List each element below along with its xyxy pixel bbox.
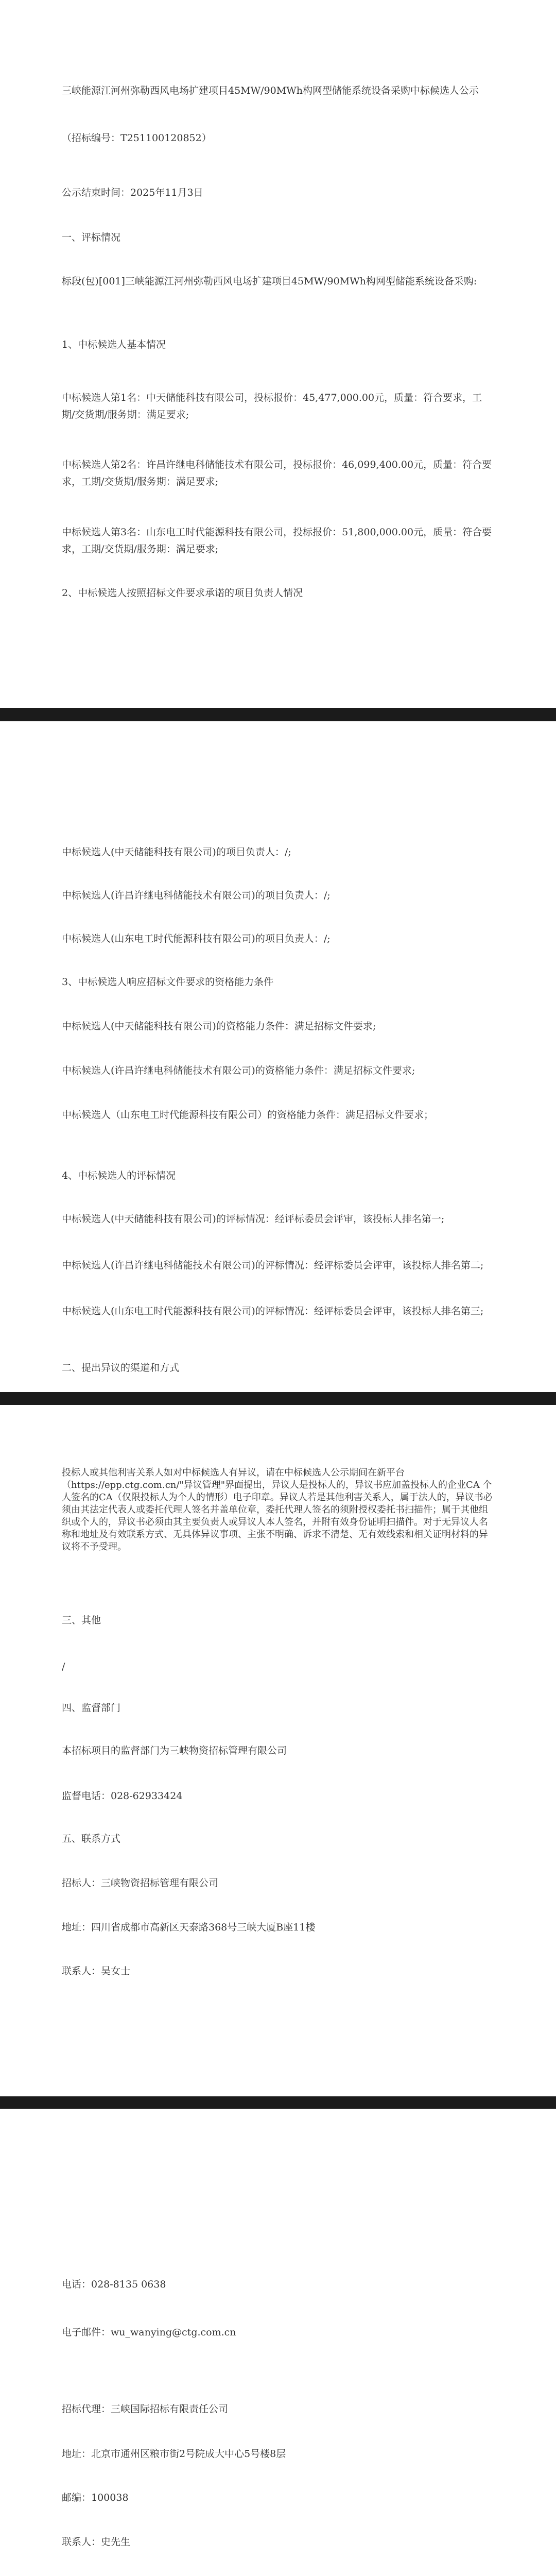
document-page-4	[0, 2109, 556, 2576]
objection-instructions: 投标人或其他利害关系人如对中标候选人有异议，请在中标候选人公示期间在新平台（https://epp.ctg.com.cn/"异议管理"界面提出，异议人是投标人的，异议书应加盖投标人的企业CA 个人签名的CA（仅限投标人为个人的情形）电子印章。异议人若是其他利害关系人，属于法人的，异议书必须由其法定代表人或委托代理人签名并盖单位章，委托代理人签名的须附授权委托书扫描件；属于其他组织或个人的，异议书必须由其主要负责人或异议人本人签名，并附有效身份证明扫描件。对于无异议人名称和地址及有效联系方式、无具体异议事项、主张不明确、诉求不清楚、无有效线索和相关证明材料的异议将不予受理。	[62, 1467, 493, 1552]
candidate-2-basic: 中标候选人第2名：许昌许继电科储能技术有限公司，投标报价：46,099,400.00元，质量：符合要求，工期/交货期/服务期：满足要求;	[62, 459, 492, 487]
subsection-heading-project-leader: 2、中标候选人按照招标文件要求承诺的项目负责人情况	[62, 587, 303, 599]
candidate-1-project-leader: 中标候选人(中天储能科技有限公司)的项目负责人：/;	[62, 846, 291, 858]
publicity-end-time: 公示结束时间：2025年11月3日	[62, 187, 203, 198]
tenderer-phone: 电话：028-8135 0638	[62, 2279, 166, 2290]
candidate-3-basic: 中标候选人第3名：山东电工时代能源科技有限公司，投标报价：51,800,000.00元，质量：符合要求，工期/交货期/服务期：满足要求;	[62, 527, 492, 555]
agent-address: 地址：北京市通州区粮市街2号院成大中心5号楼8层	[62, 2448, 286, 2460]
agent-name: 招标代理：三峡国际招标有限责任公司	[62, 2403, 229, 2415]
agent-postcode: 邮编：100038	[62, 2492, 129, 2503]
tenderer-contact-person: 联系人：吴女士	[62, 1965, 131, 1977]
agent-contact-person: 联系人：史先生	[62, 2536, 131, 2548]
candidate-3-project-leader: 中标候选人(山东电工时代能源科技有限公司)的项目负责人：/;	[62, 933, 331, 944]
candidate-3-qualification: 中标候选人（山东电工时代能源科技有限公司）的资格能力条件：满足招标文件要求；	[62, 1109, 434, 1121]
candidate-1-basic: 中标候选人第1名：中天储能科技有限公司，投标报价：45,477,000.00元，质量：符合要求，工期/交货期/服务期：满足要求;	[62, 392, 482, 420]
tender-number: （招标编号：T251100120852）	[62, 132, 212, 144]
subsection-heading-qualification: 3、中标候选人响应招标文件要求的资格能力条件	[62, 976, 274, 988]
candidate-2-project-leader: 中标候选人(许昌许继电科储能技术有限公司)的项目负责人：/;	[62, 890, 331, 901]
section-heading-evaluation: 一、评标情况	[62, 232, 121, 243]
subsection-heading-evaluation-result: 4、中标候选人的评标情况	[62, 1170, 176, 1181]
tenderer-name: 招标人：三峡物资招标管理有限公司	[62, 1877, 219, 1889]
candidate-2-qualification: 中标候选人(许昌许继电科储能技术有限公司)的资格能力条件：满足招标文件要求;	[62, 1065, 415, 1076]
page-separator	[0, 2096, 556, 2109]
document-page-2	[0, 721, 556, 1392]
tenderer-email: 电子邮件：wu_wanying@ctg.com.cn	[62, 2327, 236, 2338]
candidate-2-evaluation: 中标候选人(许昌许继电科储能技术有限公司)的评标情况：经评标委员会评审，该投标人排名第二;	[62, 1260, 484, 1271]
section-heading-contact: 五、联系方式	[62, 1833, 121, 1844]
supervision-department: 本招标项目的监督部门为三峡物资招标管理有限公司	[62, 1745, 287, 1756]
other-content: /	[62, 1661, 65, 1672]
candidate-3-evaluation: 中标候选人(山东电工时代能源科技有限公司)的评标情况：经评标委员会评审，该投标人排名第三;	[62, 1306, 484, 1317]
tenderer-address: 地址：四川省成都市高新区天泰路368号三峡大厦B座11楼	[62, 1922, 316, 1933]
section-heading-objection: 二、提出异议的渠道和方式	[62, 1362, 180, 1374]
subsection-heading-candidates: 1、中标候选人基本情况	[62, 339, 166, 350]
page-separator	[0, 1392, 556, 1405]
document-title: 三峡能源江河州弥勒西风电场扩建项目45MW/90MWh构网型储能系统设备采购中标候选人公示	[62, 85, 479, 96]
supervision-phone: 监督电话：028-62933424	[62, 1790, 183, 1802]
candidate-1-qualification: 中标候选人(中天储能科技有限公司)的资格能力条件：满足招标文件要求;	[62, 1021, 376, 1032]
document-page-1	[0, 0, 556, 708]
document-page-3	[0, 1405, 556, 2096]
page-separator	[0, 708, 556, 721]
section-heading-other: 三、其他	[62, 1615, 101, 1626]
lot-description: 标段(包)[001]三峡能源江河州弥勒西风电场扩建项目45MW/90MWh构网型储能系统设备采购:	[62, 276, 477, 287]
candidate-1-evaluation: 中标候选人(中天储能科技有限公司)的评标情况：经评标委员会评审，该投标人排名第一;	[62, 1213, 445, 1225]
section-heading-supervision: 四、监督部门	[62, 1702, 121, 1714]
